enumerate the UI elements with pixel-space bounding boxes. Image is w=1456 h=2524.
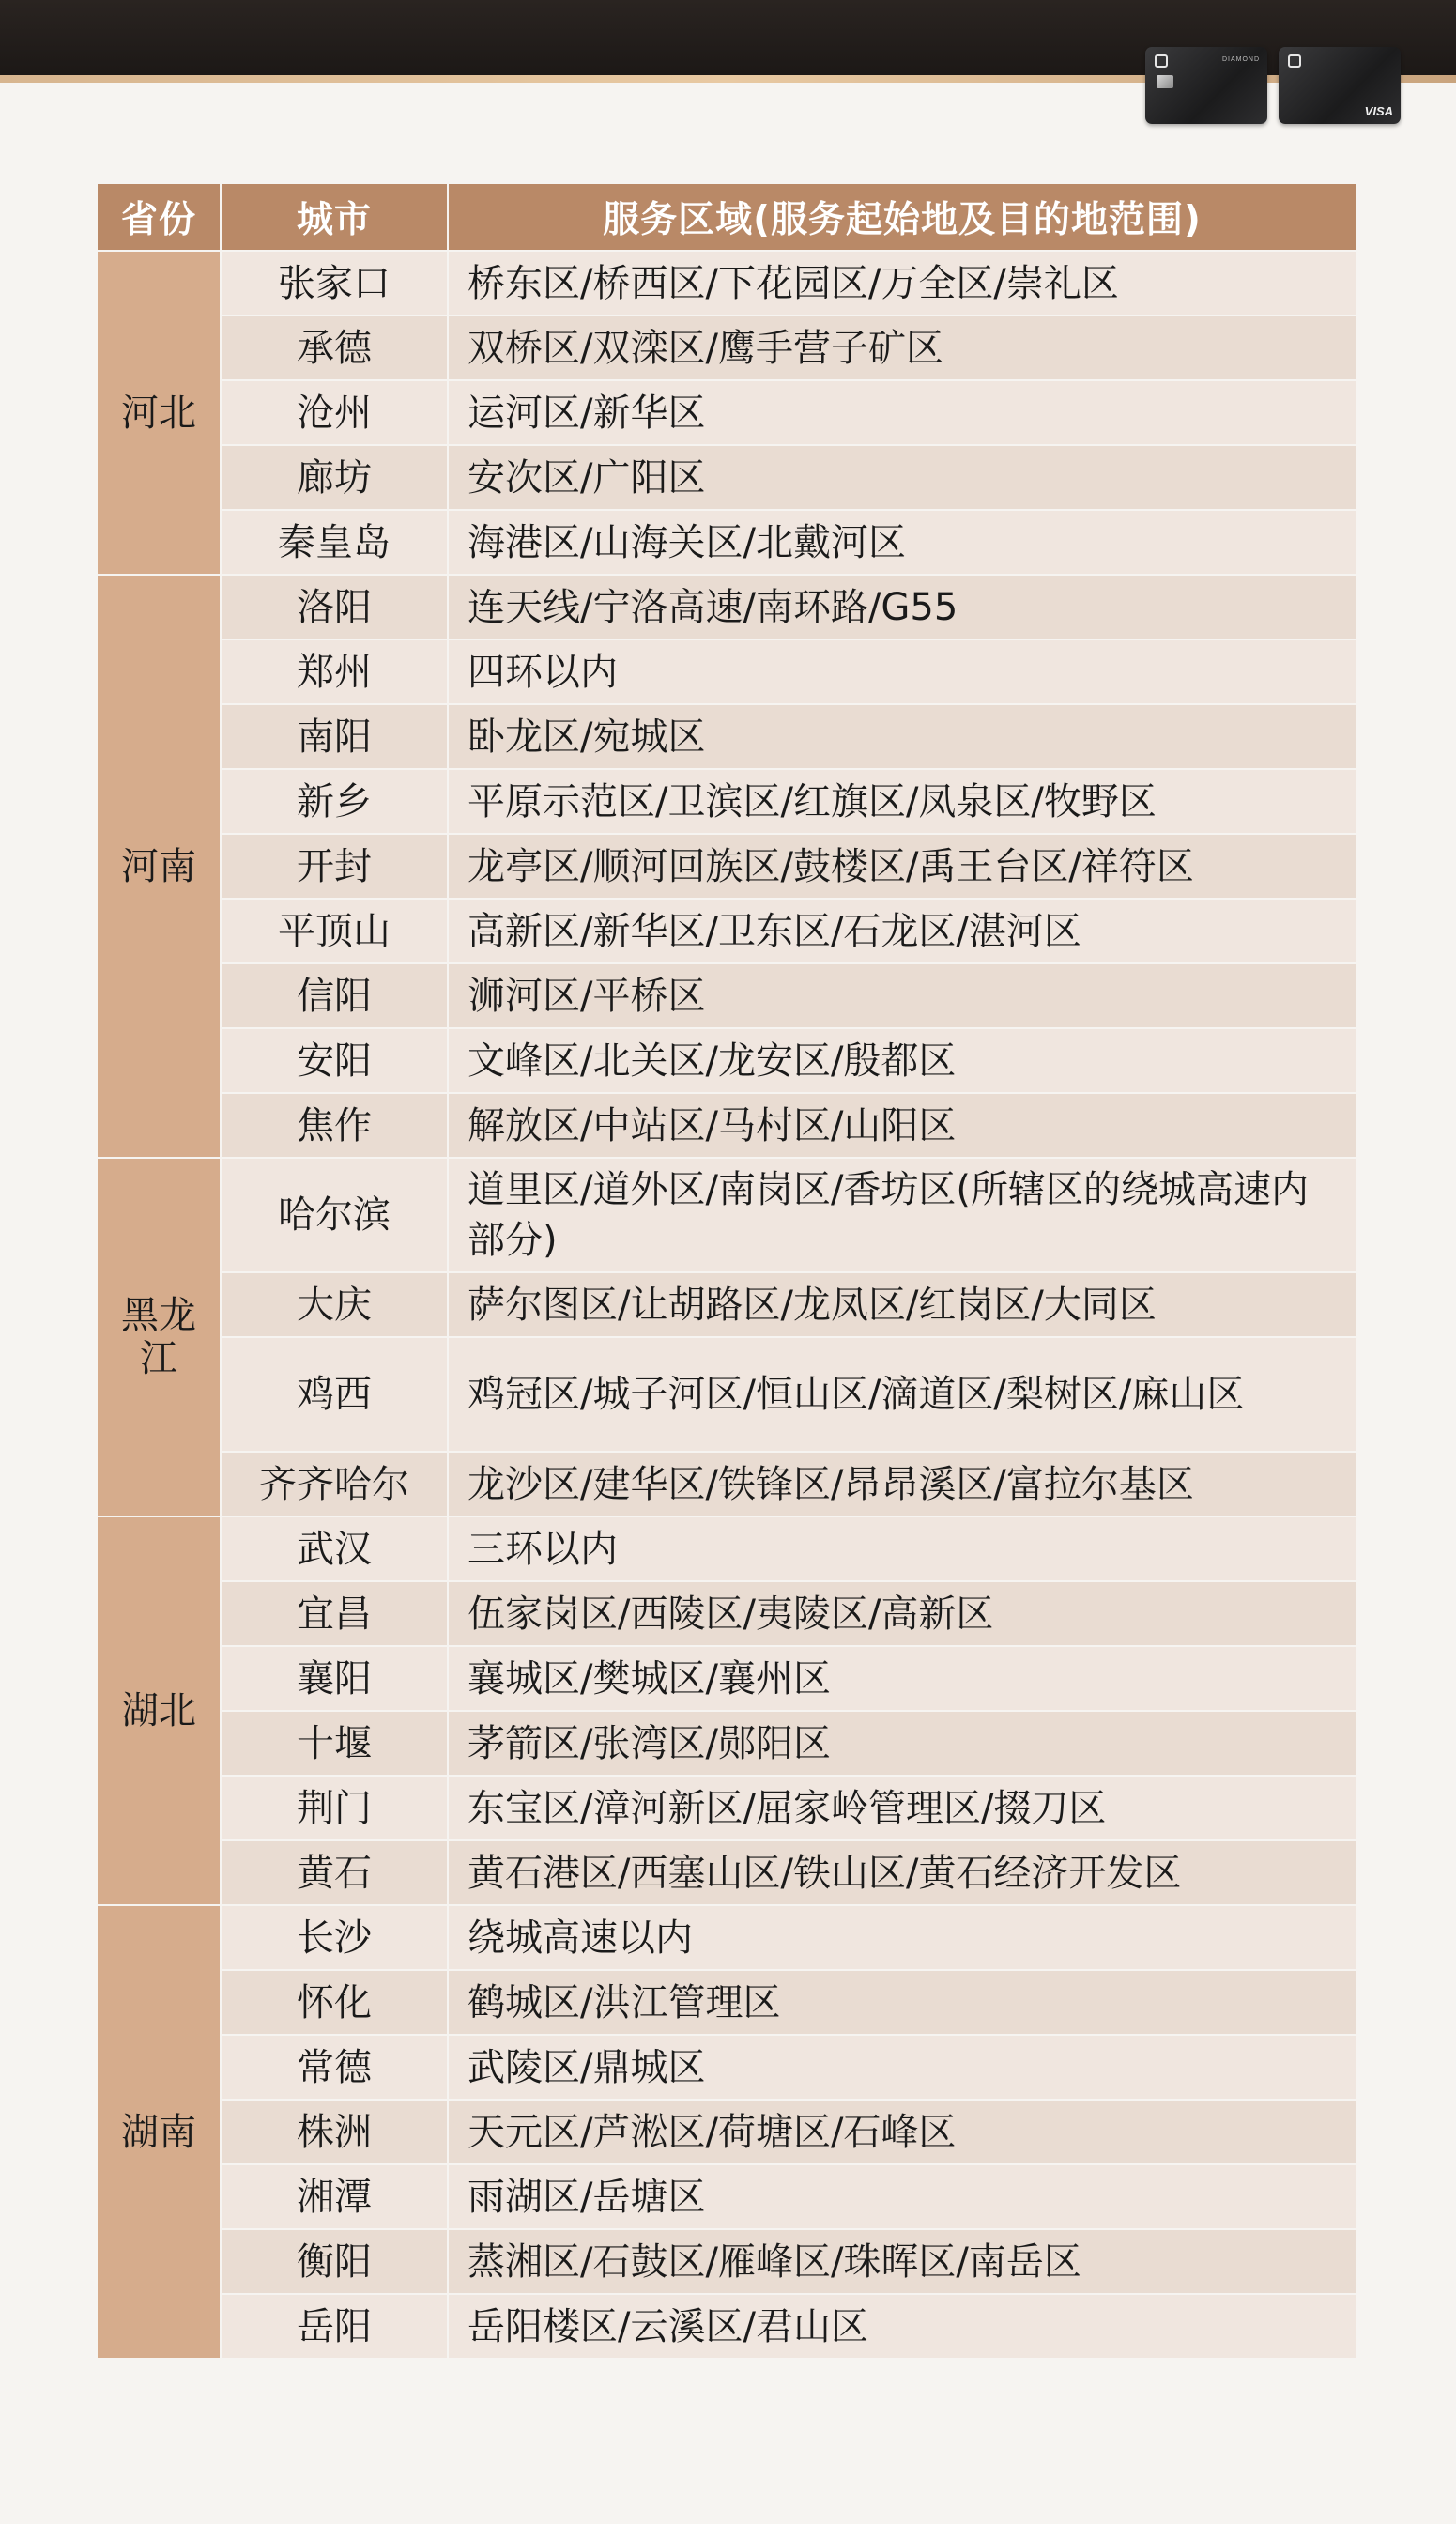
service-area-cell: 岳阳楼区/云溪区/君山区 bbox=[449, 2295, 1357, 2360]
table-row bbox=[98, 1647, 1357, 1712]
service-area-cell: 天元区/芦淞区/荷塘区/石峰区 bbox=[449, 2101, 1357, 2165]
city-cell: 岳阳 bbox=[222, 2295, 449, 2360]
service-area-cell: 浉河区/平桥区 bbox=[449, 964, 1357, 1029]
province-cell: 湖南 bbox=[98, 1906, 222, 2360]
table-row bbox=[98, 1712, 1357, 1777]
table-row bbox=[98, 1029, 1357, 1094]
service-area-table bbox=[98, 184, 1357, 2360]
city-cell: 常德 bbox=[222, 2036, 449, 2101]
table-row bbox=[98, 900, 1357, 964]
table-row bbox=[98, 2230, 1357, 2295]
table-header-row bbox=[98, 184, 1357, 252]
service-area-cell: 四环以内 bbox=[449, 640, 1357, 705]
credit-card-image-visa bbox=[1279, 47, 1401, 124]
table-row bbox=[98, 1517, 1357, 1582]
table-row bbox=[98, 705, 1357, 770]
header-province: 省份 bbox=[98, 184, 222, 252]
service-area-cell: 解放区/中站区/马村区/山阳区 bbox=[449, 1094, 1357, 1159]
city-cell: 齐齐哈尔 bbox=[222, 1453, 449, 1517]
table-row bbox=[98, 1841, 1357, 1906]
table-row bbox=[98, 1906, 1357, 1971]
header-service-area: 服务区域(服务起始地及目的地范围) bbox=[449, 184, 1357, 252]
city-cell: 平顶山 bbox=[222, 900, 449, 964]
city-cell: 黄石 bbox=[222, 1841, 449, 1906]
city-cell: 秦皇岛 bbox=[222, 511, 449, 576]
city-cell: 郑州 bbox=[222, 640, 449, 705]
table-row bbox=[98, 1338, 1357, 1453]
table-row bbox=[98, 2101, 1357, 2165]
visa-logo: VISA bbox=[1364, 104, 1393, 118]
service-area-cell: 黄石港区/西塞山区/铁山区/黄石经济开发区 bbox=[449, 1841, 1357, 1906]
city-cell: 十堰 bbox=[222, 1712, 449, 1777]
table-row bbox=[98, 252, 1357, 316]
service-area-cell: 平原示范区/卫滨区/红旗区/凤泉区/牧野区 bbox=[449, 770, 1357, 835]
table-row bbox=[98, 1273, 1357, 1338]
service-area-cell: 萨尔图区/让胡路区/龙凤区/红岗区/大同区 bbox=[449, 1273, 1357, 1338]
table-row bbox=[98, 511, 1357, 576]
table-row bbox=[98, 2036, 1357, 2101]
table-row bbox=[98, 835, 1357, 900]
city-cell: 衡阳 bbox=[222, 2230, 449, 2295]
province-cell: 黑龙江 bbox=[98, 1159, 222, 1517]
table-row bbox=[98, 640, 1357, 705]
service-area-cell: 绕城高速以内 bbox=[449, 1906, 1357, 1971]
table-row bbox=[98, 446, 1357, 511]
table-row bbox=[98, 1453, 1357, 1517]
city-cell: 沧州 bbox=[222, 381, 449, 446]
city-cell: 洛阳 bbox=[222, 576, 449, 640]
bank-logo-icon bbox=[1155, 54, 1168, 68]
province-cell: 河北 bbox=[98, 252, 222, 576]
table-row bbox=[98, 381, 1357, 446]
table-row bbox=[98, 770, 1357, 835]
service-area-cell: 鹤城区/洪江管理区 bbox=[449, 1971, 1357, 2036]
table-row bbox=[98, 1777, 1357, 1841]
service-area-cell: 武陵区/鼎城区 bbox=[449, 2036, 1357, 2101]
city-cell: 鸡西 bbox=[222, 1338, 449, 1453]
city-cell: 开封 bbox=[222, 835, 449, 900]
table-row bbox=[98, 2295, 1357, 2360]
service-area-cell: 卧龙区/宛城区 bbox=[449, 705, 1357, 770]
city-cell: 信阳 bbox=[222, 964, 449, 1029]
service-area-cell: 双桥区/双滦区/鹰手营子矿区 bbox=[449, 316, 1357, 381]
header-city: 城市 bbox=[222, 184, 449, 252]
city-cell: 南阳 bbox=[222, 705, 449, 770]
city-cell: 长沙 bbox=[222, 1906, 449, 1971]
city-cell: 哈尔滨 bbox=[222, 1159, 449, 1273]
service-area-cell: 文峰区/北关区/龙安区/殷都区 bbox=[449, 1029, 1357, 1094]
city-cell: 大庆 bbox=[222, 1273, 449, 1338]
city-cell: 武汉 bbox=[222, 1517, 449, 1582]
city-cell: 宜昌 bbox=[222, 1582, 449, 1647]
city-cell: 襄阳 bbox=[222, 1647, 449, 1712]
table-row bbox=[98, 1582, 1357, 1647]
service-area-cell: 茅箭区/张湾区/郧阳区 bbox=[449, 1712, 1357, 1777]
table-row bbox=[98, 1971, 1357, 2036]
city-cell: 株洲 bbox=[222, 2101, 449, 2165]
table-row bbox=[98, 316, 1357, 381]
service-area-cell: 襄城区/樊城区/襄州区 bbox=[449, 1647, 1357, 1712]
city-cell: 焦作 bbox=[222, 1094, 449, 1159]
service-area-cell: 道里区/道外区/南岗区/香坊区(所辖区的绕城高速内部分) bbox=[449, 1159, 1357, 1273]
table-row bbox=[98, 576, 1357, 640]
city-cell: 荆门 bbox=[222, 1777, 449, 1841]
table-row bbox=[98, 2165, 1357, 2230]
credit-card-image-diamond bbox=[1145, 47, 1267, 124]
service-area-cell: 蒸湘区/石鼓区/雁峰区/珠晖区/南岳区 bbox=[449, 2230, 1357, 2295]
service-area-cell: 三环以内 bbox=[449, 1517, 1357, 1582]
table-row bbox=[98, 1094, 1357, 1159]
service-area-cell: 高新区/新华区/卫东区/石龙区/湛河区 bbox=[449, 900, 1357, 964]
table-row bbox=[98, 1159, 1357, 1273]
service-area-cell: 鸡冠区/城子河区/恒山区/滴道区/梨树区/麻山区 bbox=[449, 1338, 1357, 1453]
province-cell: 河南 bbox=[98, 576, 222, 1159]
city-cell: 怀化 bbox=[222, 1971, 449, 2036]
service-area-cell: 龙亭区/顺河回族区/鼓楼区/禹王台区/祥符区 bbox=[449, 835, 1357, 900]
card-chip-icon bbox=[1157, 75, 1173, 88]
service-area-cell: 雨湖区/岳塘区 bbox=[449, 2165, 1357, 2230]
service-area-cell: 连天线/宁洛高速/南环路/G55 bbox=[449, 576, 1357, 640]
service-area-cell: 运河区/新华区 bbox=[449, 381, 1357, 446]
service-area-cell: 桥东区/桥西区/下花园区/万全区/崇礼区 bbox=[449, 252, 1357, 316]
service-area-cell: 龙沙区/建华区/铁锋区/昂昂溪区/富拉尔基区 bbox=[449, 1453, 1357, 1517]
service-area-cell: 东宝区/漳河新区/屈家岭管理区/掇刀区 bbox=[449, 1777, 1357, 1841]
card-tag: DIAMOND bbox=[1221, 56, 1260, 63]
city-cell: 承德 bbox=[222, 316, 449, 381]
city-cell: 安阳 bbox=[222, 1029, 449, 1094]
province-cell: 湖北 bbox=[98, 1517, 222, 1906]
table-row bbox=[98, 964, 1357, 1029]
city-cell: 新乡 bbox=[222, 770, 449, 835]
bank-logo-icon bbox=[1288, 54, 1301, 68]
city-cell: 廊坊 bbox=[222, 446, 449, 511]
service-area-cell: 海港区/山海关区/北戴河区 bbox=[449, 511, 1357, 576]
city-cell: 湘潭 bbox=[222, 2165, 449, 2230]
city-cell: 张家口 bbox=[222, 252, 449, 316]
service-area-cell: 安次区/广阳区 bbox=[449, 446, 1357, 511]
service-area-cell: 伍家岗区/西陵区/夷陵区/高新区 bbox=[449, 1582, 1357, 1647]
